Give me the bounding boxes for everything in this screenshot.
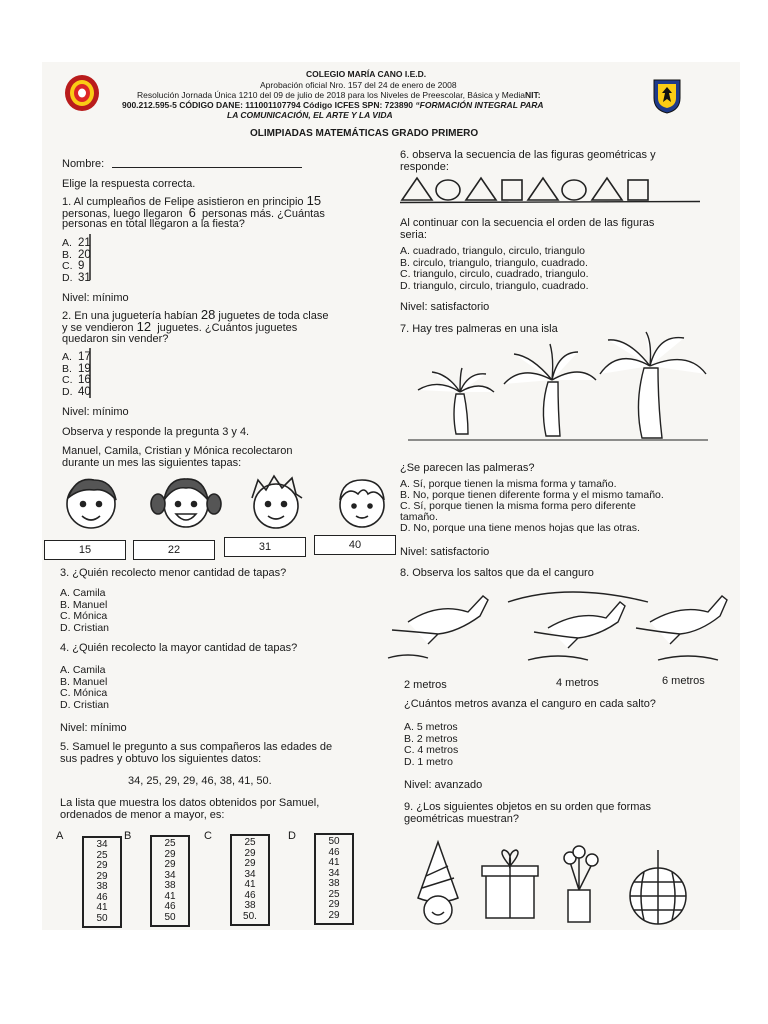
- q8-distance-2: 4 metros: [556, 677, 599, 689]
- q5-list-value: 34: [328, 867, 340, 879]
- q1-option-key-2: C.: [62, 260, 73, 272]
- q2-option-value-3: 40: [78, 385, 91, 398]
- q5-list-value: 29: [164, 859, 176, 870]
- q1-option-key-1: B.: [62, 248, 72, 261]
- circle-shape: [436, 180, 460, 200]
- q5-line-2: sus padres y obtuvo los siguientes datos:: [60, 753, 262, 765]
- q5-list-value: 38: [328, 878, 340, 889]
- q5-list-value: 46: [328, 846, 340, 858]
- q1-line-1: 1. Al cumpleaños de Felipe asistieron en principio 15: [62, 193, 322, 208]
- party-hat-icon: [418, 842, 458, 902]
- q5-list-box-3[interactable]: [314, 833, 354, 925]
- q5-line-1: 5. Samuel le pregunto a sus compañeros las edades de: [60, 741, 333, 753]
- q5-list-value: 34: [164, 869, 176, 881]
- circle-shape: [562, 180, 586, 200]
- q5-list-value: 50.: [243, 910, 257, 922]
- q5-line-3: La lista que muestra los datos obtenidos por Samuel,: [60, 797, 320, 809]
- q6-level: Nivel: satisfactorio: [400, 301, 490, 313]
- q1-option-value-1: 20: [78, 248, 91, 261]
- q5-list-value: 34: [244, 868, 256, 880]
- q5-list-value: 29: [328, 899, 340, 910]
- square-shape: [502, 180, 522, 200]
- q5-list-value: 25: [164, 838, 176, 849]
- q5-list-key-2: C: [204, 830, 212, 842]
- q5-list-value: 29: [96, 860, 108, 871]
- q5-line-4: ordenados de menor a mayor, es:: [60, 809, 225, 821]
- q6-line-1: 6. observa la secuencia de las figuras geométricas y: [400, 149, 656, 161]
- q8-option-0: A. 5 metros: [404, 721, 458, 733]
- q7-option-4: D. No, porque una tiene menos hojas que las otras.: [400, 522, 640, 534]
- q2-option-key-2: C.: [62, 374, 73, 386]
- kangaroo-illustration: [388, 582, 738, 670]
- codes-text: 900.212.595-5 CÓDIGO DANE: 111001107794 Código ICFES SPN: 723890 “FORMACIÓN INTEGRAL PARA: [122, 100, 544, 110]
- q5-list-value: 25: [244, 837, 256, 848]
- q6-option-2: C. triangulo, circulo, cuadrado, triangulo.: [400, 268, 589, 280]
- q5-list-value: 38: [244, 900, 256, 911]
- q8-question: ¿Cuántos metros avanza el canguro en cada salto?: [404, 698, 656, 710]
- q4-option-1: B. Manuel: [60, 675, 108, 688]
- q3-option-0: A. Camila: [60, 587, 106, 599]
- q5-list-value: 46: [96, 891, 108, 903]
- q5-list-value: 41: [328, 857, 340, 868]
- q6-option-3: D. triangulo, circulo, triangulo, cuadrado.: [400, 279, 589, 292]
- q2-line-1: 2. En una juguetería habían 28 juguetes de toda clase: [62, 307, 329, 322]
- q9-line-1: 9. ¿Los siguientes objetos en su orden que formas: [404, 801, 652, 813]
- caps-box-cristian: 31: [224, 537, 306, 557]
- q8-distance-1: 2 metros: [404, 679, 447, 691]
- q2-level: Nivel: mínimo: [62, 406, 129, 418]
- q4-text: 4. ¿Quién recolecto la mayor cantidad de tapas?: [60, 642, 298, 654]
- q1-option-value-3: 31: [78, 271, 91, 284]
- q7-option-2: C. Sí, porque tienen la misma forma pero diferente: [400, 500, 636, 512]
- caps-box-manuel: 15: [44, 540, 126, 560]
- page-title: OLIMPIADAS MATEMÁTICAS GRADO PRIMERO: [250, 128, 479, 139]
- caps-box-camila: 22: [133, 540, 215, 560]
- q5-list-value: 29: [328, 909, 340, 921]
- q2-option-key-1: B.: [62, 362, 72, 375]
- q5-list-value: 41: [244, 879, 256, 890]
- q3-option-3: D. Cristian: [60, 621, 110, 634]
- q2-line-3: quedaron sin vender?: [62, 333, 169, 345]
- q8-option-3: D. 1 metro: [404, 755, 454, 768]
- q34-text-2: durante un mes las siguientes tapas:: [62, 457, 242, 469]
- q5-list-value: 50: [164, 911, 176, 923]
- flower-pot-icon: [568, 890, 590, 922]
- q9-objects-illustration: [408, 840, 698, 926]
- q5-list-value: 29: [244, 847, 256, 859]
- q7-option-1: B. No, porque tienen diferente forma y el mismo tamaño.: [400, 489, 664, 501]
- q5-list-value: 46: [164, 901, 176, 912]
- smiley-face-icon: [424, 896, 452, 924]
- q34-text-1: Manuel, Camila, Cristian y Mónica recolectaron: [62, 445, 293, 457]
- resolution-text: Resolución Jornada Única 1210 del 09 de julio de 2018 para los Niveles de Preescolar, Básica y MediaNIT:: [137, 90, 541, 100]
- q3-option-2: C. Mónica: [60, 610, 108, 622]
- q5-list-value: 29: [164, 848, 176, 860]
- q4-option-0: A. Camila: [60, 664, 106, 676]
- q4-option-3: D. Cristian: [60, 698, 110, 711]
- q1-option-key-0: A.: [62, 237, 72, 249]
- worksheet-sheet: [42, 62, 740, 930]
- approval-text: Aprobación oficial Nro. 157 del 24 de enero de 2008: [260, 80, 457, 90]
- q9-line-2: geométricas muestran?: [404, 813, 519, 825]
- q1-level: Nivel: mínimo: [62, 292, 129, 304]
- q6-option-1: B. circulo, triangulo, triangulo, cuadrado.: [400, 256, 588, 269]
- q5-list-value: 46: [244, 889, 256, 901]
- q5-list-value: 50: [96, 912, 108, 924]
- q8-option-1: B. 2 metros: [404, 732, 458, 745]
- q5-list-value: 41: [164, 890, 176, 902]
- q5-list-value: 34: [96, 839, 108, 850]
- q8-option-2: C. 4 metros: [404, 744, 459, 756]
- q4-option-2: C. Mónica: [60, 687, 108, 699]
- q8-text: 8. Observa los saltos que da el canguro: [400, 567, 594, 579]
- q6-line-2: responde:: [400, 161, 449, 173]
- q1-option-value-0: 21: [78, 237, 91, 249]
- q5-list-box-0[interactable]: [82, 836, 122, 928]
- triangle-shape: [528, 178, 558, 200]
- caps-box-monica: 40: [314, 535, 396, 555]
- name-line[interactable]: [112, 167, 302, 168]
- q5-list-value: 25: [96, 849, 108, 861]
- children-illustration: [46, 472, 386, 537]
- q5-list-value: 41: [96, 902, 108, 913]
- instruction: Elige la respuesta correcta.: [62, 178, 196, 190]
- q3-option-1: B. Manuel: [60, 598, 108, 611]
- q6-question-2: seria:: [400, 229, 427, 241]
- q7-level: Nivel: satisfactorio: [400, 546, 490, 558]
- q7-option-3: tamaño.: [400, 511, 438, 523]
- q5-list-box-1[interactable]: [150, 835, 190, 927]
- bogota-crest: [652, 78, 682, 114]
- motto-text: LA COMUNICACIÓN, EL ARTE Y LA VIDA: [227, 110, 393, 120]
- q1-option-key-3: D.: [62, 271, 73, 284]
- school-logo: [64, 74, 100, 112]
- q2-option-key-0: A.: [62, 351, 72, 363]
- q2-option-value-1: 19: [78, 362, 91, 375]
- q7-text: 7. Hay tres palmeras en una isla: [400, 323, 558, 335]
- q5-list-value: 25: [328, 888, 340, 900]
- palm-trees-illustration: [408, 334, 708, 444]
- triangle-shape: [466, 178, 496, 200]
- school-name: COLEGIO MARÍA CANO I.E.D.: [306, 69, 427, 79]
- q2-line-2: y se vendieron 12 juguetes. ¿Cuántos juguetes: [62, 319, 298, 334]
- q6-option-0: A. cuadrado, triangulo, circulo, triangulo: [400, 245, 586, 257]
- q6-question-1: Al continuar con la secuencia el orden de las figuras: [400, 217, 655, 229]
- q7-option-0: A. Sí, porque tienen la misma forma y tamaño.: [400, 478, 617, 490]
- triangle-shape: [402, 178, 432, 200]
- q1-option-value-2: 9: [78, 260, 85, 272]
- q5-list-value: 38: [96, 881, 108, 892]
- q5-data: 34, 25, 29, 29, 46, 38, 41, 50.: [128, 775, 272, 787]
- q5-list-key-3: D: [288, 830, 296, 842]
- q5-list-key-0: A: [56, 830, 64, 842]
- square-shape: [628, 180, 648, 200]
- q5-list-key-1: B: [124, 830, 132, 842]
- q8-level: Nivel: avanzado: [404, 779, 483, 791]
- q2-option-value-0: 17: [78, 351, 91, 363]
- shape-sequence: [400, 174, 700, 204]
- triangle-shape: [592, 178, 622, 200]
- q8-distance-3: 6 metros: [662, 675, 705, 687]
- q4-level: Nivel: mínimo: [60, 722, 127, 734]
- q34-intro: Observa y responde la pregunta 3 y 4.: [62, 426, 250, 438]
- q5-list-value: 38: [164, 880, 176, 891]
- q2-option-value-2: 16: [78, 374, 91, 386]
- q7-question: ¿Se parecen las palmeras?: [400, 462, 535, 474]
- q5-list-value: 29: [244, 858, 256, 869]
- q3-text: 3. ¿Quién recolecto menor cantidad de tapas?: [60, 567, 287, 579]
- q5-list-box-2[interactable]: [230, 834, 270, 926]
- q1-line-3: personas en total llegaron a la fiesta?: [62, 218, 245, 230]
- name-label: Nombre:: [62, 158, 105, 170]
- q2-option-key-3: D.: [62, 385, 73, 398]
- q5-list-value: 50: [328, 836, 340, 847]
- q1-line-2: personas, luego llegaron 6 personas más. ¿Cuántas: [62, 205, 325, 220]
- q5-list-value: 29: [96, 870, 108, 882]
